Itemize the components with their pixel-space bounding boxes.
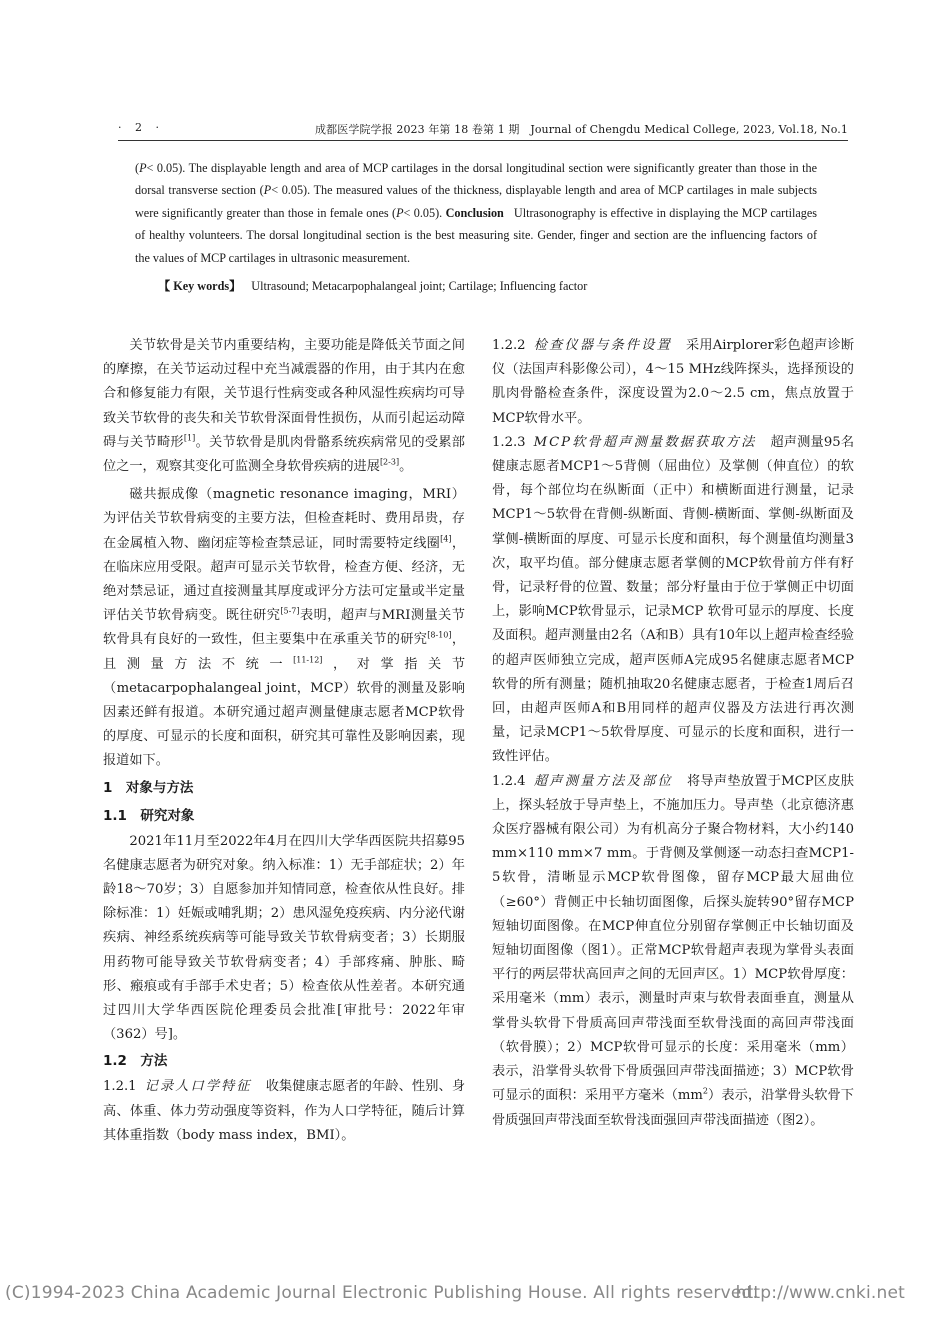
left-column <box>103 334 465 1148</box>
conclusion-label: Conclusion <box>445 205 504 220</box>
keywords-label: 【 Key words】 <box>158 279 242 293</box>
keywords <box>158 277 818 294</box>
keywords-text: Ultrasound; Metacarpophalangeal joint; Cartilage; Influencing factor <box>251 279 588 293</box>
conclusion-text: Ultrasonography is effective in displaying the MCP cartilages of healthy volunteers. The dorsal longitudinal section is the best measuring site. Gender, finger and section are the influencing factors of the values of MCP cartilages in ultrasonic measurement. <box>135 205 818 265</box>
header-divider <box>118 140 848 141</box>
citation[interactable]: [1] <box>183 433 196 443</box>
p-symbol: P <box>396 205 404 220</box>
section-heading: 1 对象与方法 <box>103 779 194 796</box>
intro-paragraph-1: 关节软骨是关节内重要结构，主要功能是降低关节面之间的摩擦，在关节运动过程中充当减震器的作用，由于其内在愈合和修复能力有限，关节退行性病变或各种风湿性疾病均可导致关节软骨的丧失和关节软骨深面骨性损伤，从而引起运动障碍与关节畸形[1]。关节软骨是肌肉骨骼系统疾病常见的受累部位之一，观察其变化可监测全身软骨疾病的进展[2-3]。 <box>103 338 465 475</box>
right-column <box>492 334 854 1133</box>
section-1-2-2: 1.2.2 检查仪器与条件设置 采用Airplorer彩色超声诊断仪（法国声科影像公司），4～15 MHz线阵探头，选择预设的肌肉骨骼检查条件，深度设置为2.0～2.5 cm，焦点放置于MCP软骨水平。 <box>492 338 855 426</box>
subsubsection-title: 记录人口学特征 <box>144 1079 252 1095</box>
citation[interactable]: [11-12] <box>293 655 323 665</box>
journal-title-cn: 成都医学院学报 2023 年第 18 卷第 1 期 <box>315 123 520 136</box>
section-1-2-1: 1.2.1 记录人口学特征 收集健康志愿者的年龄、性别、身高、体重、体力劳动强度等资料，作为人口学特征，随后计算其体重指数（body mass index，BMI）。 <box>103 1079 466 1143</box>
subsubsection-title: 检查仪器与条件设置 <box>533 338 673 353</box>
abstract-continuation <box>135 157 817 269</box>
subjects-paragraph: 2021年11月至2022年4月在四川大学华西医院共招募95名健康志愿者为研究对象。纳入标准：1）无手部症状；2）年龄18～70岁；3）自愿参加并知情同意，检查依从性良好。排除标准：1）妊娠或哺乳期；2）患风湿免疫疾病、内分泌代谢疾病、神经系统疾病等可能导致关节软骨病变者；3）长期服用药物可能导致关节软骨病变者；4）手部疼痛、肿胀、畸形、瘢痕或有手部手术史者；5）检查依从性差者。本研究通过四川大学华西医院伦理委员会批准[审批号：2022年审（362）号]。 <box>103 833 465 1043</box>
running-header <box>118 121 848 139</box>
p-symbol: P <box>263 183 272 198</box>
abstract-text: (P< 0.05). The displayable length and area of MCP cartilages in the dorsal longitudinal section were significantly greater than those in the dorsal transverse section (P< 0.05). The measured values of the thickness, displayable length and area of MCP cartilages in male subjects were significantly greater than those in female ones (P< 0.05). Conclusion Ultrasonography is effective in displaying the MCP cartilages of healthy volunteers. The dorsal longitudinal section is the best measuring site. Gender, finger and section are the influencing factors of the values of MCP cartilages in ultrasonic measurement. <box>135 161 818 265</box>
copyright-text: (C)1994-2023 China Academic Journal Electronic Publishing House. All rights reserved. <box>5 1283 759 1303</box>
cnki-link[interactable]: http://www.cnki.net <box>735 1283 905 1303</box>
citation[interactable]: [8-10] <box>427 631 452 641</box>
intro-paragraph-2: 磁共振成像（magnetic resonance imaging，MRI）为评估关节软骨病变的主要方法，但检查耗时、费用昂贵，存在金属植入物、幽闭症等检查禁忌证，同时需要特定线圈[4]，在临床应用受限。超声可显示关节软骨，检查方便、经济，无绝对禁忌证，通过直接测量其厚度或评分方法可定量或半定量评估关节软骨病变。既往研究[5-7]表明，超声与MRI测量关节软骨具有良好的一致性，但主要集中在承重关节的研究[8-10]，且测量方法不统一[11-12]，对掌指关节（metacarpophalangeal joint，MCP）软骨的测量及影响因素还鲜有报道。本研究通过超声测量健康志愿者MCP软骨的厚度、可显示的长度和面积，研究其可靠性及影响因素，现报道如下。 <box>103 487 466 769</box>
citation[interactable]: [5-7] <box>280 606 300 616</box>
p-symbol: P <box>139 161 147 175</box>
section-1-2-4: 1.2.4 超声测量方法及部位 将导声垫放置于MCP区皮肤上，探头轻放于导声垫上，不施加压力。导声垫（北京德济惠众医疗器械有限公司）为有机高分子聚合物材料，大小约140 mm×110 mm×7 mm。于背侧及掌侧逐一动态扫查MCP1-5软骨，清晰显示MCP软骨图像，留存MCP最大屈曲位（≥60°）背侧正中长轴切面图像，后探头旋转90°留存MCP短轴切面图像。在MCP伸直位分别留存掌侧正中长轴切面及短轴切面图像（图1）。正常MCP软骨超声表现为掌骨头表面平行的两层带状高回声之间的无回声区。1）MCP软骨厚度：采用毫米（mm）表示，测量时声束与软骨表面垂直，测量从掌骨头软骨下骨质高回声带浅面至软骨浅面的高回声带浅面（软骨膜）；2）MCP软骨可显示的长度：采用毫米（mm）表示，沿掌骨头软骨下骨质强回声带浅面描迹；3）MCP软骨可显示的面积：采用平方毫米$(mm^2)$表示，沿掌骨头软骨下骨质强回声带浅面至软骨浅面强回声带浅面描迹（图2）。 <box>492 773 854 1128</box>
subsection-heading: 1.1 研究对象 <box>103 807 195 824</box>
subsubsection-title: 超声测量方法及部位 <box>533 773 673 789</box>
subsubsection-title: MCP软骨超声测量数据获取方法 <box>533 434 757 450</box>
journal-title-en: Journal of Chengdu Medical College, 2023, Vol.18, No.1 <box>530 123 848 136</box>
journal-citation <box>315 121 848 137</box>
subsection-heading: 1.2 方法 <box>103 1053 168 1070</box>
section-1-2-3: 1.2.3 MCP软骨超声测量数据获取方法 超声测量95名健康志愿者MCP1～5背侧（屈曲位）及掌侧（伸直位）的软骨，每个部位均在纵断面（正中）和横断面进行测量，记录MCP1～5软骨在背侧-纵断面、背侧-横断面、掌侧-纵断面及掌侧-横断面的厚度、可显示长度和面积，每个测量值均测量3次，取平均值。部分健康志愿者掌侧的MCP软骨前方伴有籽骨，记录籽骨的位置、数量；部分籽量由于位于掌侧正中切面上，影响MCP软骨显示，记录MCP 软骨可显示的厚度、长度及面积。超声测量由2名（A和B）具有10年以上超声检查经验的超声医师独立完成，超声医师A完成95名健康志愿者MCP软骨的所有测量；随机抽取20名健康志愿者，于检查1周后召回，由超声医师A和B用同样的超声仪器及方法进行再次测量，记录MCP1～5软骨厚度、可显示的长度和面积，进行一致性评估。 <box>492 434 855 765</box>
citation[interactable]: [2-3] <box>379 457 400 467</box>
citation[interactable]: [4] <box>440 534 452 544</box>
page-number: · 2 · <box>118 121 164 134</box>
